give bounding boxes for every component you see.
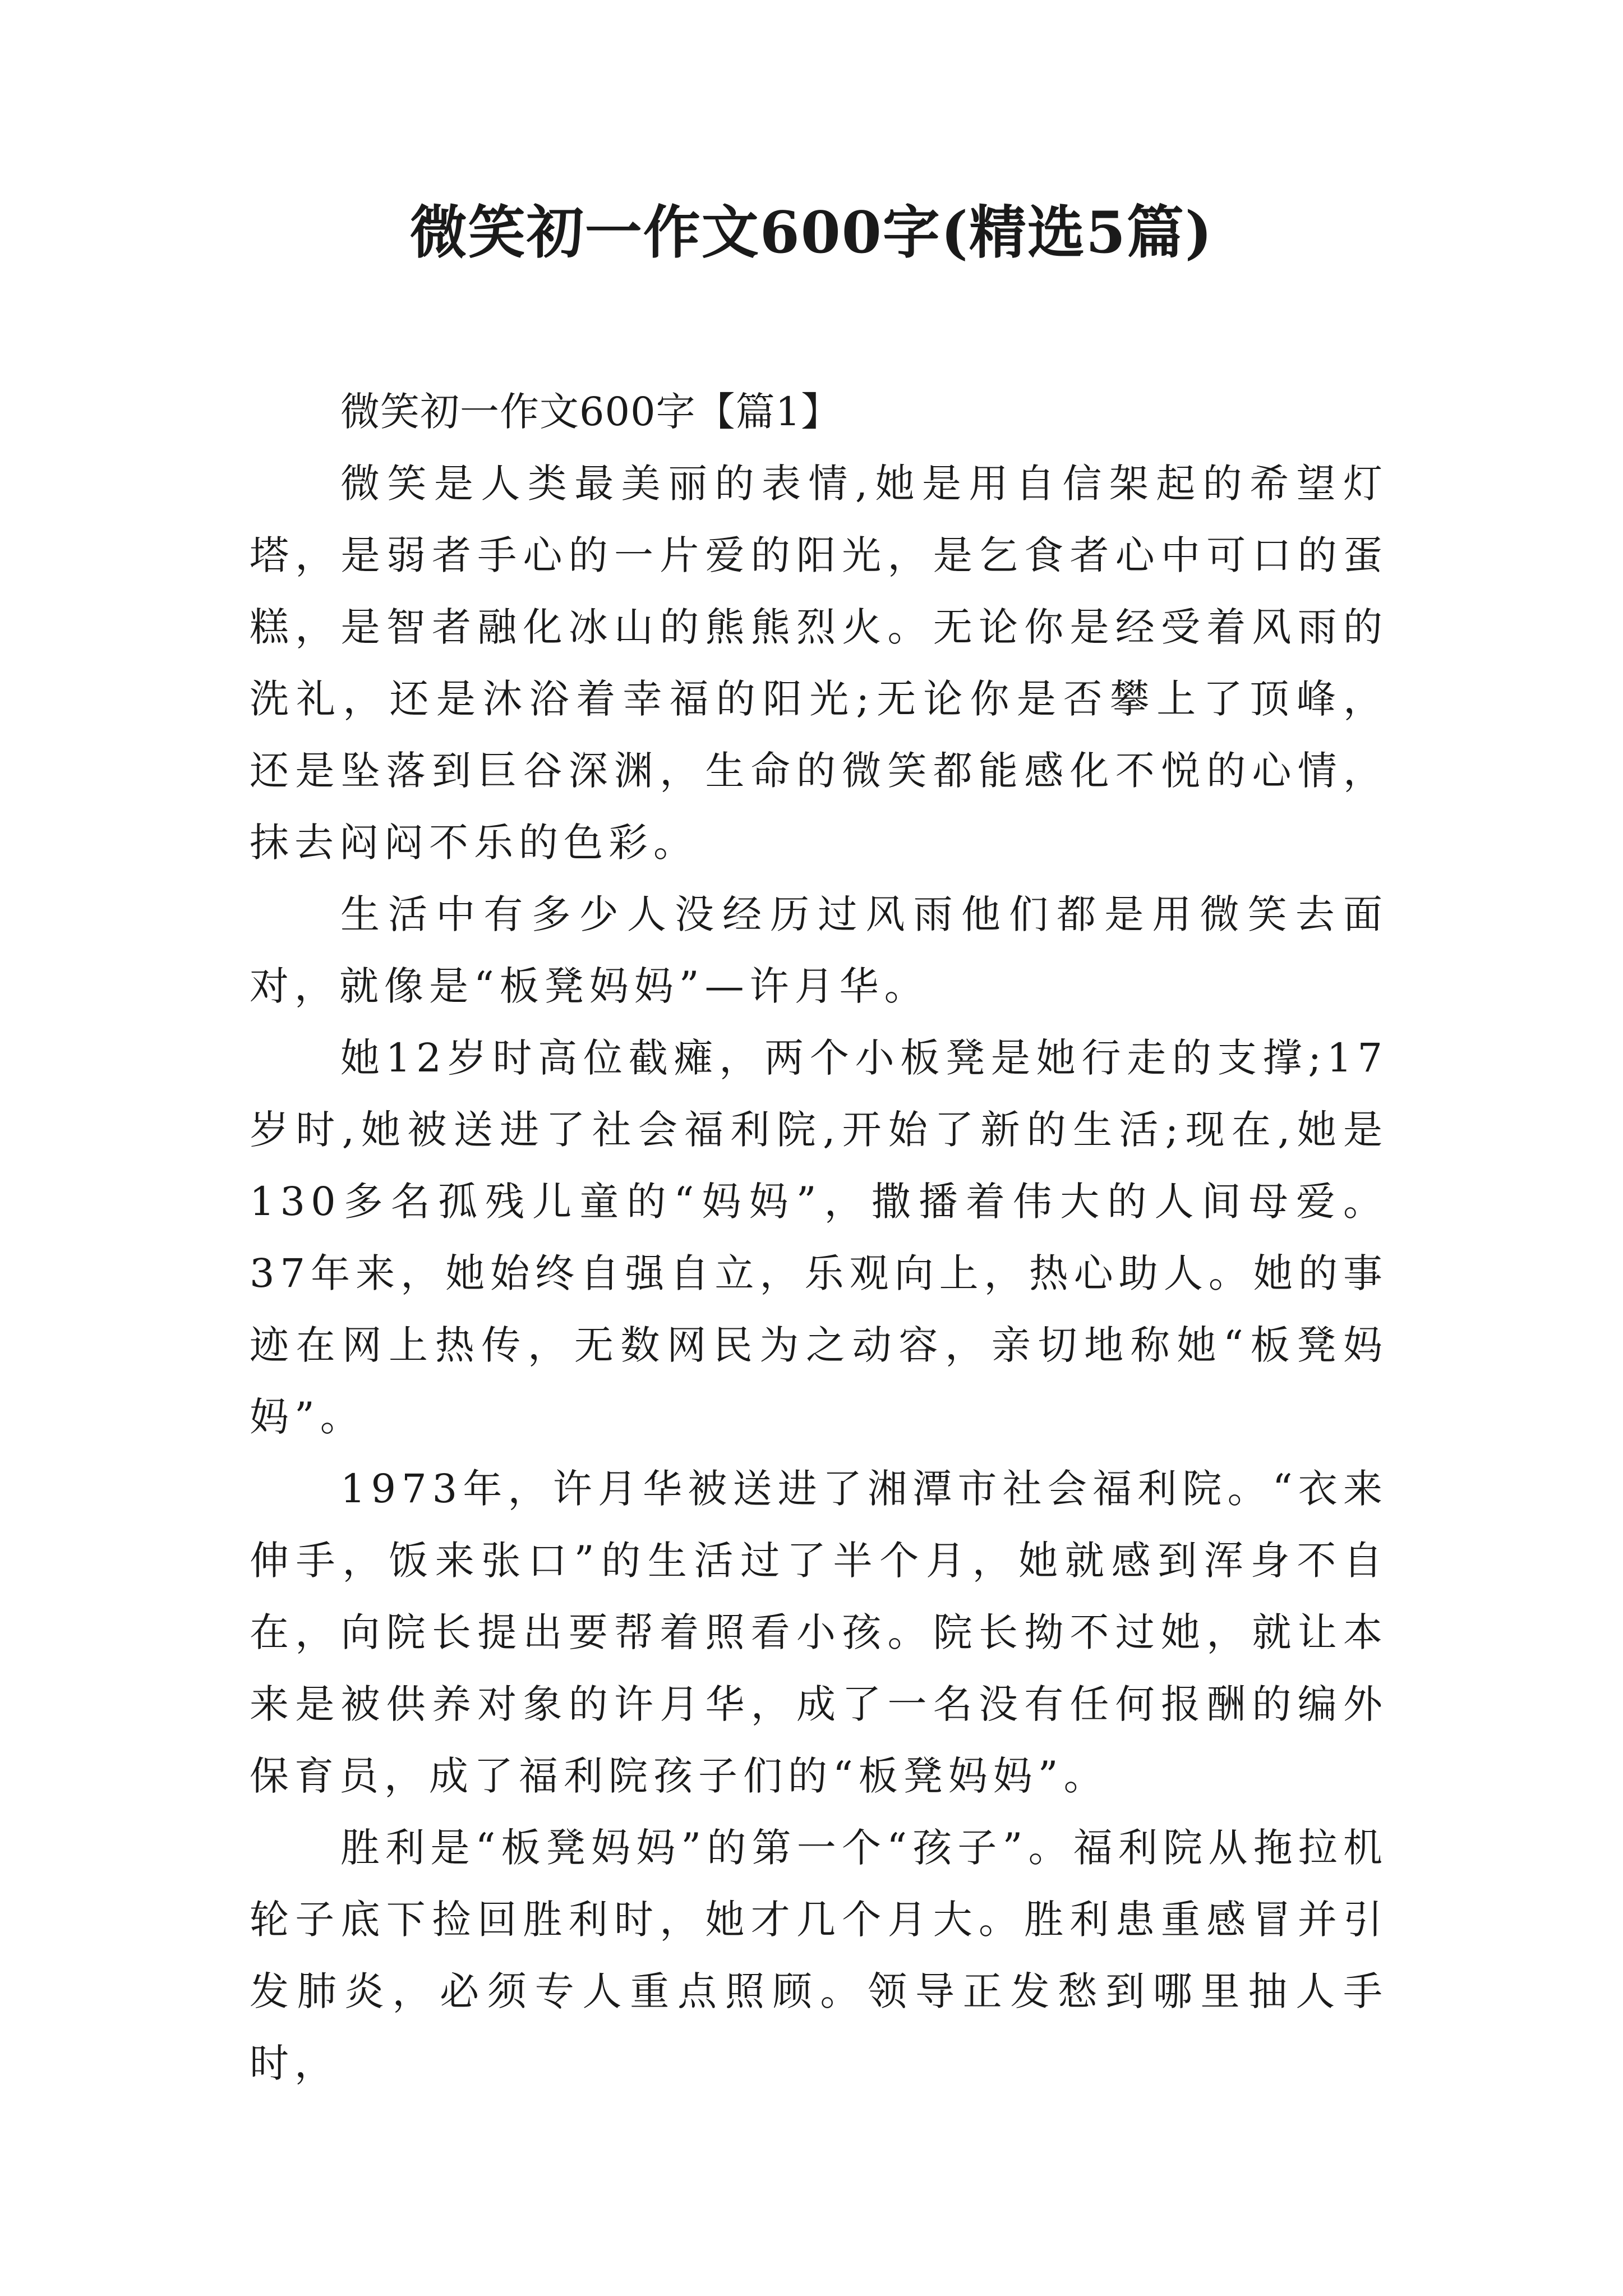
document-title: 微笑初一作文600字(精选5篇)	[409, 199, 1214, 266]
document-body	[250, 376, 1388, 2099]
paragraph: 微笑是人类最美丽的表情,她是用自信架起的希望灯塔，是弱者手心的一片爱的阳光，是乞食者心中可口的蛋糕，是智者融化冰山的熊熊烈火。无论你是经受着风雨的洗礼，还是沐浴着幸福的阳光;无论你是否攀上了顶峰，还是坠落到巨谷深渊，生命的微笑都能感化不悦的心情，抹去闷闷不乐的色彩。	[250, 461, 1388, 866]
paragraph: 胜利是“板凳妈妈”的第一个“孩子”。福利院从拖拉机轮子底下捡回胜利时，她才几个月大。胜利患重感冒并引发肺炎，必须专人重点照顾。领导正发愁到哪里抽人手时，	[250, 1825, 1388, 2086]
paragraph: 她12岁时高位截瘫，两个小板凳是她行走的支撑;17岁时,她被送进了社会福利院,开始了新的生活;现在,她是130多名孤残儿童的“妈妈”，撒播着伟大的人间母爱。37年来，她始终自强自立，乐观向上，热心助人。她的事迹在网上热传，无数网民为之动容，亲切地称她“板凳妈妈”。	[250, 1035, 1388, 1440]
paragraph: 生活中有多少人没经历过风雨他们都是用微笑去面对，就像是“板凳妈妈”—许月华。	[250, 891, 1388, 1009]
section-heading: 微笑初一作文600字【篇1】	[340, 389, 841, 435]
paragraph: 1973年，许月华被送进了湘潭市社会福利院。“衣来伸手，饭来张口”的生活过了半个月，她就感到浑身不自在，向院长提出要帮着照看小孩。院长拗不过她，就让本来是被供养对象的许月华，成了一名没有任何报酬的编外保育员，成了福利院孩子们的“板凳妈妈”。	[250, 1466, 1388, 1799]
